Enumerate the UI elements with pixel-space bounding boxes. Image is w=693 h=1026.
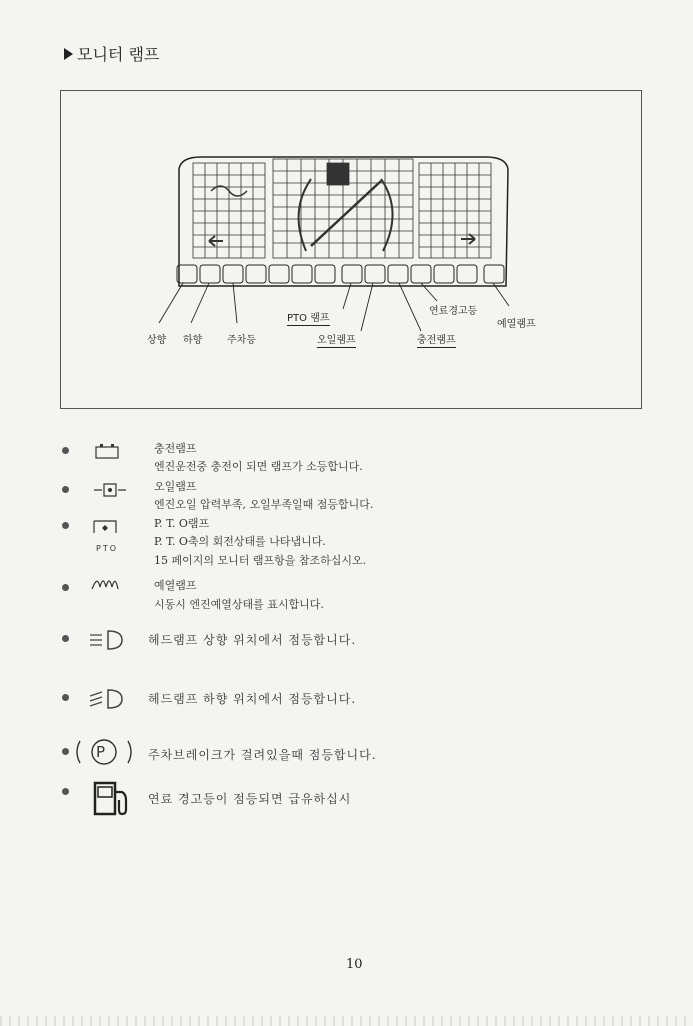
- item-text: 엔진오일 압력부족, 오일부족일때 점등합니다.: [154, 498, 374, 511]
- item-title: 예열램프: [154, 579, 197, 592]
- bullet-dot: [62, 635, 69, 642]
- battery-icon: [94, 442, 122, 460]
- lamp-row: [177, 265, 504, 283]
- triangle-bullet-icon: [64, 48, 73, 60]
- page-title: 모니터 램프: [64, 42, 159, 65]
- bullet-dot: [62, 522, 69, 529]
- oil-can-icon: [90, 480, 130, 500]
- page-number: 10: [346, 957, 363, 972]
- low-beam-icon: [88, 687, 124, 711]
- bullet-dot: [62, 694, 69, 701]
- bullet-dot: [62, 788, 69, 795]
- pto-icon: [92, 517, 118, 535]
- low-beam-label: 하향: [183, 335, 203, 346]
- monitor-panel-figure: [60, 90, 642, 409]
- item-text: 연료 경고등이 점등되면 급유하십시: [148, 792, 352, 806]
- bullet-dot: [62, 447, 69, 454]
- temperature-gauge: [419, 163, 491, 258]
- fuel-warning-label: 연료경고등: [429, 306, 478, 317]
- fuel-gauge: [193, 163, 265, 258]
- item-title: 충전램프: [154, 442, 197, 455]
- high-beam-label: 상향: [147, 335, 167, 346]
- monitor-panel-drawing: [61, 91, 641, 408]
- item-text: 15 페이지의 모니터 램프항을 참조하십시오.: [154, 554, 367, 567]
- charge-lamp-label: 충전램프: [417, 331, 456, 348]
- parking-label: 주차등: [227, 335, 256, 346]
- preheat-coil-icon: [90, 579, 120, 593]
- bullet-dot: [62, 486, 69, 493]
- bullet-dot: [62, 584, 69, 591]
- pto-lamp-label: PTO 램프: [287, 309, 330, 326]
- bullet-dot: [62, 748, 69, 755]
- scan-edge: [0, 1016, 693, 1026]
- item-text: 엔진운전중 충전이 되면 램프가 소등합니다.: [154, 460, 363, 473]
- high-beam-icon: [88, 628, 124, 652]
- preheat-lamp-label: 예열램프: [497, 319, 536, 330]
- parking-icon-letter: P: [96, 743, 106, 761]
- item-text: 주차브레이크가 걸려있을때 점등합니다.: [148, 748, 377, 762]
- item-title: 오일램프: [154, 480, 197, 493]
- item-text: 시동시 엔진예열상태를 표시합니다.: [154, 598, 324, 611]
- oil-lamp-label: 오일램프: [317, 331, 356, 348]
- item-text: P. T. O축의 회전상태를 나타냅니다.: [154, 535, 326, 548]
- tachometer-gauge: [273, 159, 413, 258]
- pto-icon-text: PTO: [96, 544, 119, 553]
- item-title: P. T. O램프: [154, 517, 210, 530]
- item-text: 헤드램프 상향 위치에서 점등합니다.: [148, 633, 357, 647]
- fuel-pump-icon: [92, 780, 132, 818]
- item-text: 헤드램프 하향 위치에서 점등합니다.: [148, 692, 357, 706]
